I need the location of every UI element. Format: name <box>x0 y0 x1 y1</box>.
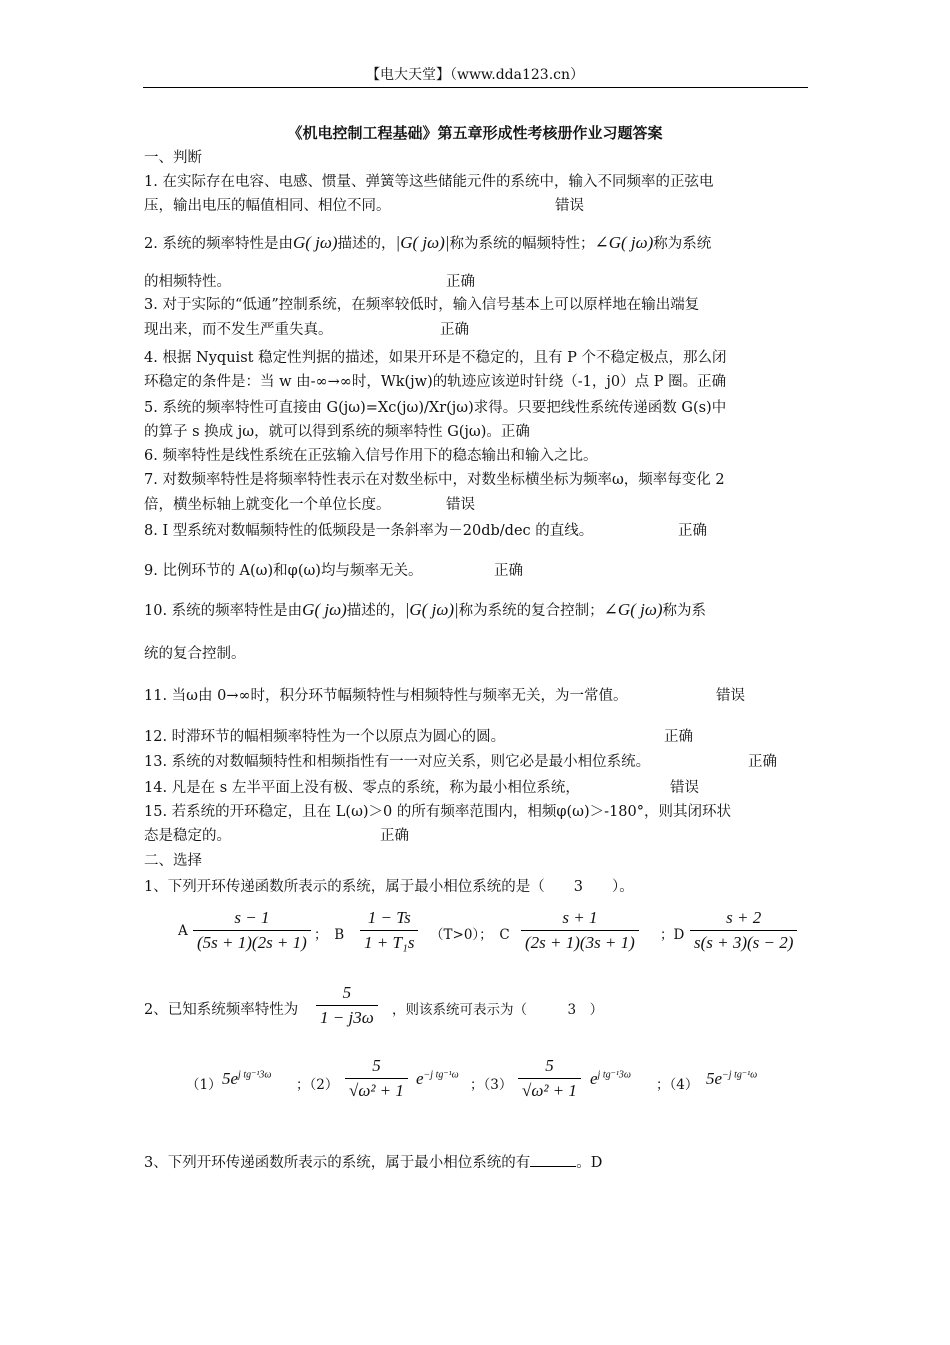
header-rule <box>143 87 808 88</box>
section-choice-heading: 二、选择 <box>144 853 202 869</box>
judge-q3-line1: 3. 对于实际的“低通”控制系统，在频率较低时，输入信号基本上可以原样地在输出端复 <box>144 297 700 313</box>
fraction-b-denominator: 1 + T₁s <box>360 930 418 953</box>
judge-q7-line2: 倍，横坐标轴上就变化一个单位长度。 <box>144 497 391 513</box>
judge-q2-text-a: 2. 系统的频率特性是由 <box>144 236 293 252</box>
choice-q1-note-b: （T>0）； C <box>430 927 510 943</box>
section-judge-heading: 一、判断 <box>144 150 202 166</box>
choice-q2-option4-label: ；（4） <box>656 1077 699 1093</box>
judge-q3-line2: 现出来，而不发生严重失真。 <box>144 322 333 338</box>
page-header: 【电大天堂】（www.dda123.cn） <box>365 67 585 83</box>
judge-q10-line1 <box>144 599 706 620</box>
judge-q15-answer: 正确 <box>380 828 409 844</box>
choice-q1-fraction-d <box>690 908 797 953</box>
choice-q2-option3-exp <box>590 1069 631 1089</box>
judge-q10-text-b: 描述的， <box>346 603 405 619</box>
choice-q1-label-b: ； B <box>314 927 345 943</box>
judge-q4-line1: 4. 根据 Nyquist 稳定性判据的描述，如果开环是不稳定的，且有 P 个不稳定极点，那么闭 <box>144 350 727 366</box>
choice-q2-option1-expr <box>222 1069 271 1089</box>
judge-q11: 11. 当ω由 0→∞时，积分环节幅频特性与相频特性与频率无关，为一常值。 <box>144 688 628 704</box>
option2-denominator: √ω² + 1 <box>345 1078 408 1101</box>
fraction-a-denominator: (5s + 1)(2s + 1) <box>193 930 311 953</box>
choice-q1-fraction-c <box>521 908 639 953</box>
judge-q9-answer: 正确 <box>494 563 523 579</box>
judge-q10-text-d: 称为系 <box>662 603 706 619</box>
choice-q2-option4-expr <box>706 1069 757 1089</box>
choice-q2-stem-a: 2、已知系统频率特性为 <box>144 1002 299 1018</box>
judge-q1-answer: 错误 <box>555 198 584 214</box>
judge-q5-line2: 的算子 s 换成 jω，就可以得到系统的频率特性 G(jω)。正确 <box>144 424 530 440</box>
fraction-b-numerator: 1 − Ts <box>367 908 411 927</box>
judge-q7-line1: 7. 对数频率特性是将频率特性表示在对数坐标中，对数坐标横坐标为频率ω，频率每变化 2 <box>144 472 725 488</box>
choice-q2-numerator: 5 <box>342 983 352 1002</box>
fraction-c-denominator: (2s + 1)(3s + 1) <box>521 930 639 953</box>
choice-q2-option2-label: ；（2） <box>296 1077 339 1093</box>
judge-q2-line2: 的相频特性。 <box>144 274 231 290</box>
judge-q2-text-b: 描述的， <box>337 236 396 252</box>
option4-base: 5e <box>706 1069 723 1088</box>
option3-base: e <box>590 1069 598 1088</box>
option2-base: e <box>416 1069 424 1088</box>
judge-q4-line2: 环稳定的条件是：当 w 由-∞→∞时，Wk(jw)的轨迹应该逆时针绕（-1，j0）点 P 圈。正确 <box>144 374 727 390</box>
judge-q2-line1 <box>144 232 711 253</box>
judge-q14-answer: 错误 <box>670 780 699 796</box>
choice-q2-option1-label: （1） <box>186 1077 222 1093</box>
choice-q3-stem <box>144 1151 602 1172</box>
judge-q2-text-c: 称为系统的幅频特性； <box>449 236 595 252</box>
judge-q12: 12. 时滞环节的幅相频率特性为一个以原点为圆心的圆。 <box>144 729 506 745</box>
choice-q2-denominator: 1 − j3ω <box>316 1005 378 1028</box>
fraction-c-numerator: s + 1 <box>562 908 598 927</box>
judge-q12-answer: 正确 <box>664 729 693 745</box>
choice-q1-fraction-b <box>360 908 418 953</box>
document-title: 《机电控制工程基础》第五章形成性考核册作业习题答案 <box>287 124 663 142</box>
judge-q8: 8. I 型系统对数幅频特性的低频段是一条斜率为－20db/dec 的直线。 <box>144 523 594 539</box>
math-angle-g-jw: ∠G( jω) <box>603 600 663 619</box>
math-abs-g-jw: |G( jω)| <box>395 233 450 252</box>
judge-q10-line2: 统的复合控制。 <box>144 646 246 662</box>
fraction-d-numerator: s + 2 <box>726 908 762 927</box>
option3-numerator: 5 <box>545 1056 554 1075</box>
judge-q15-line2: 态是稳定的。 <box>144 828 231 844</box>
judge-q10-text-a: 10. 系统的频率特性是由 <box>144 603 303 619</box>
option2-exponent: −j tg⁻¹ω <box>423 1069 459 1081</box>
judge-q9: 9. 比例环节的 A(ω)和φ(ω)均与频率无关。 <box>144 563 423 579</box>
choice-q1-label-a: A <box>178 923 188 939</box>
judge-q14: 14. 凡是在 s 左半平面上没有极、零点的系统，称为最小相位系统， <box>144 780 580 796</box>
fraction-a-numerator: s − 1 <box>234 908 270 927</box>
judge-q13-answer: 正确 <box>748 754 777 770</box>
math-abs-g-jw: |G( jω)| <box>404 600 459 619</box>
judge-q11-answer: 错误 <box>716 688 745 704</box>
math-g-jw: G( jω) <box>302 600 347 619</box>
judge-q2-answer: 正确 <box>446 274 475 290</box>
math-g-jw: G( jω) <box>292 233 338 252</box>
judge-q7-answer: 错误 <box>446 497 475 513</box>
judge-q8-answer: 正确 <box>678 523 707 539</box>
option4-exponent: −j tg⁻¹ω <box>722 1069 758 1081</box>
judge-q6: 6. 频率特性是线性系统在正弦输入信号作用下的稳态输出和输入之比。 <box>144 448 598 464</box>
choice-q2-option3-label: ；（3） <box>470 1077 513 1093</box>
judge-q3-answer: 正确 <box>440 322 469 338</box>
option3-exponent: j tg⁻¹3ω <box>597 1069 631 1081</box>
option1-base: 5e <box>222 1069 239 1088</box>
judge-q5-line1: 5. 系统的频率特性可直接由 G(jω)=Xc(jω)/Xr(jω)求得。只要把线性系统传递函数 G(s)中 <box>144 400 727 416</box>
judge-q13: 13. 系统的对数幅频特性和相频指性有一一对应关系，则它必是最小相位系统。 <box>144 754 651 770</box>
judge-q1-line1: 1. 在实际存在电容、电感、惯量、弹簧等这些储能元件的系统中，输入不同频率的正弦电 <box>144 174 714 190</box>
judge-q15-line1: 15. 若系统的开环稳定，且在 L(ω)＞0 的所有频率范围内，相频φ(ω)＞-180°，则其闭环状 <box>144 804 731 820</box>
option3-denominator: √ω² + 1 <box>518 1078 581 1101</box>
fraction-d-denominator: s(s + 3)(s − 2) <box>690 930 797 953</box>
judge-q1-line2: 压，输出电压的幅值相同、相位不同。 <box>144 198 391 214</box>
choice-q2-stem-b: ，则该系统可表示为（ 3 ） <box>392 1002 604 1018</box>
answer-blank <box>530 1152 576 1167</box>
option2-numerator: 5 <box>372 1056 381 1075</box>
judge-q2-text-d: 称为系统 <box>653 236 712 252</box>
choice-q2-option2-exp <box>416 1069 459 1089</box>
choice-q1-fraction-a <box>193 908 311 953</box>
judge-q10-text-c: 称为系统的复合控制； <box>458 603 604 619</box>
choice-q3-text-a: 3、下列开环传递函数所表示的系统，属于最小相位系统的有 <box>144 1155 531 1171</box>
choice-q2-option2-fraction <box>345 1056 408 1101</box>
choice-q2-fraction <box>316 983 378 1028</box>
choice-q2-option3-fraction <box>518 1056 581 1101</box>
option1-exponent: j tg⁻¹3ω <box>238 1069 272 1081</box>
choice-q1-label-d: ；D <box>660 927 685 943</box>
choice-q1-stem: 1、下列开环传递函数所表示的系统，属于最小相位系统的是（ 3 ）。 <box>144 879 634 895</box>
choice-q3-text-b: 。D <box>576 1155 603 1171</box>
math-angle-g-jw: ∠G( jω) <box>594 233 654 252</box>
